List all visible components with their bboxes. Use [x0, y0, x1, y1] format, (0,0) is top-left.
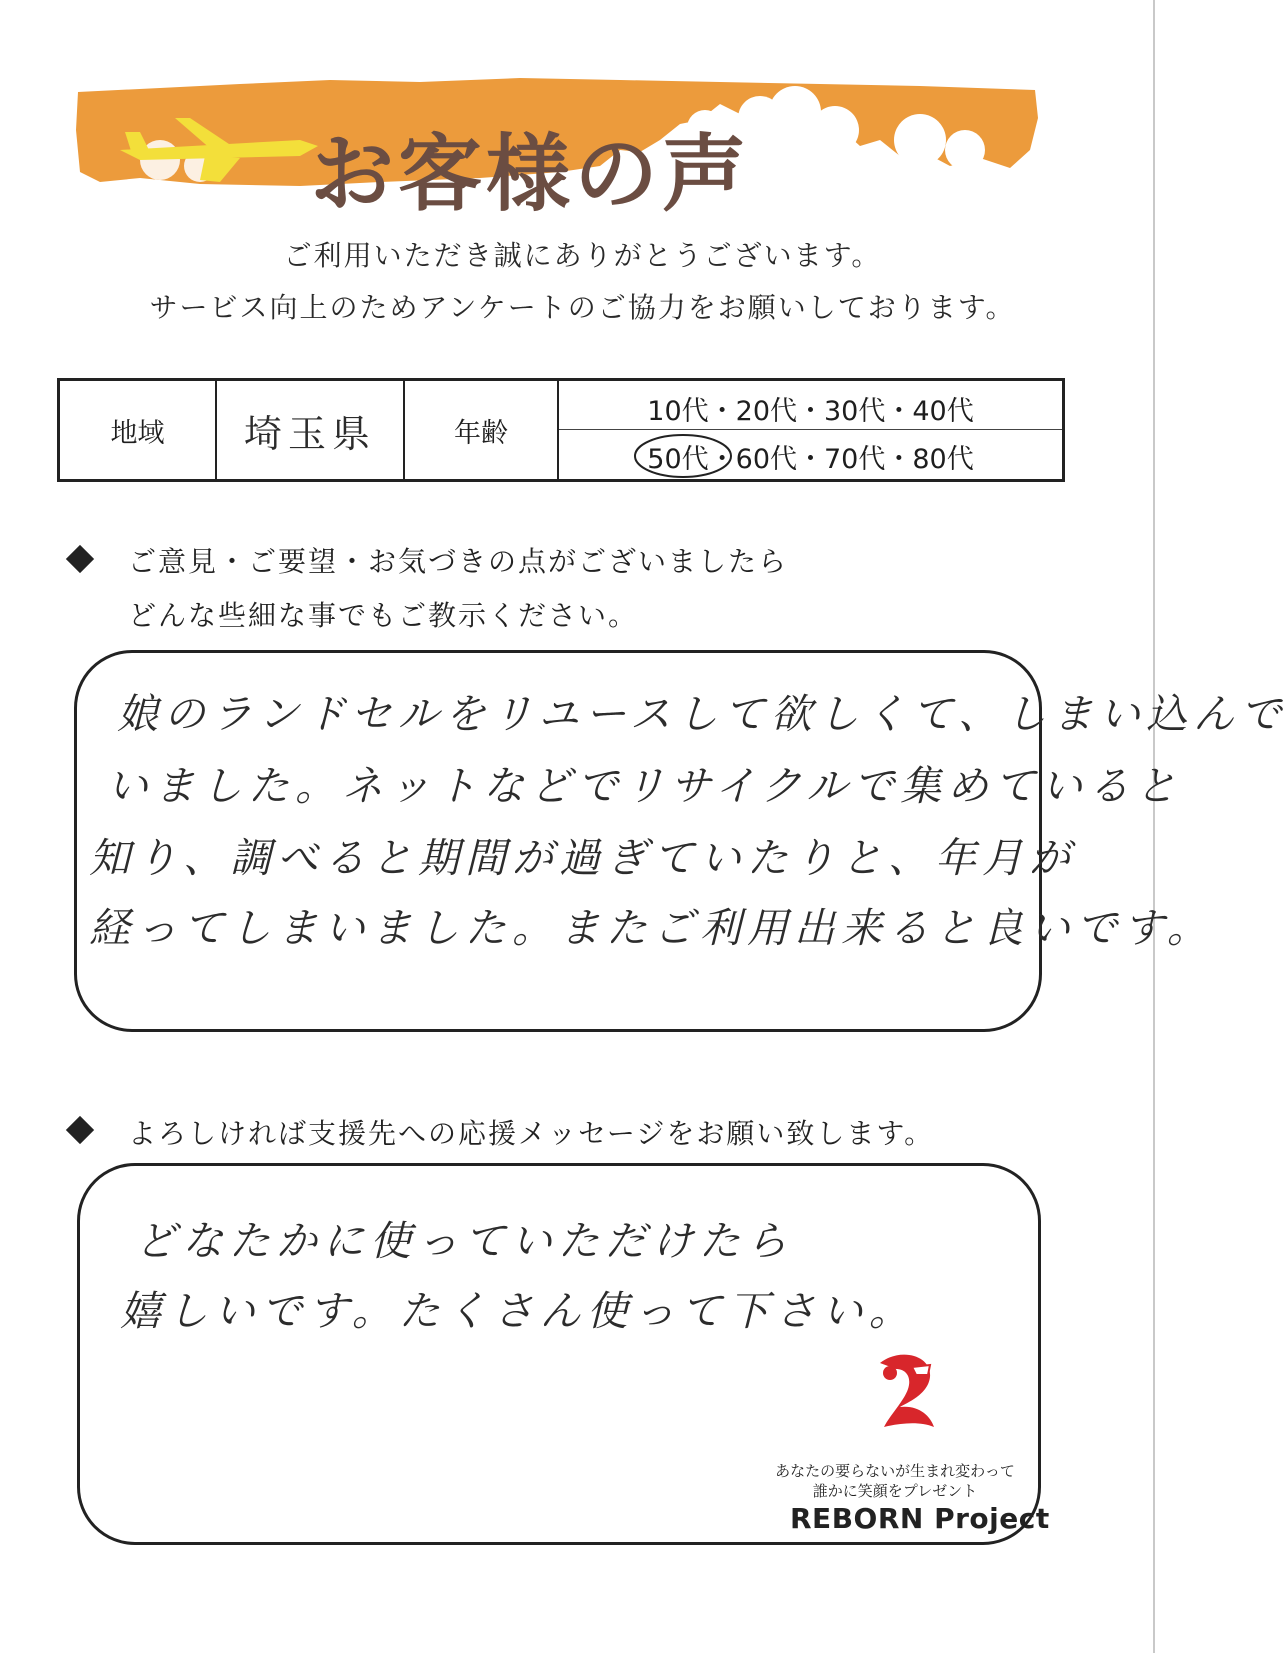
q1-prompt-line1: ご意見・ご要望・お気づきの点がございましたら	[128, 545, 789, 578]
region-label: 地域	[110, 417, 165, 449]
cloud-puff	[811, 106, 859, 154]
q1-answer-line: 経ってしまいました。またご利用出来ると良いです。	[89, 904, 1214, 952]
reborn-mascot-icon	[860, 1345, 950, 1445]
age-label: 年齢	[454, 417, 508, 449]
logo-tagline-2: 誰かに笑顔をプレゼント	[812, 1482, 978, 1500]
logo-brand-name: REBORN Project	[790, 1502, 1050, 1535]
page-title: お客様の声	[310, 125, 751, 223]
age-options-cell	[559, 381, 1062, 479]
region-value-cell	[217, 381, 405, 479]
age-selected-option	[647, 437, 708, 476]
bullet-diamond-icon	[66, 545, 94, 573]
q2-answer-line: どなたかに使っていただけたら	[135, 1217, 793, 1265]
q2-answer-line: 嬉しいです。たくさん使って下さい。	[120, 1287, 916, 1335]
bullet-diamond-icon	[66, 1116, 94, 1144]
region-value: 埼玉県	[243, 411, 376, 456]
q2-prompt: よろしければ支援先への応援メッセージをお願い致します。	[128, 1117, 935, 1150]
cloud-puff	[945, 130, 985, 170]
intro-request: サービス向上のためアンケートのご協力をお願いしております。	[149, 291, 1016, 324]
selection-circle-icon	[631, 431, 735, 481]
region-label-cell	[60, 381, 217, 479]
q1-answer-line: いました。ネットなどでリサイクルで集めていると	[107, 762, 1183, 810]
info-table	[57, 378, 1065, 482]
q1-answer-line: 娘のランドセルをリユースして欲しくて、しまい込んで	[117, 690, 1287, 738]
reborn-logo	[760, 1345, 1050, 1535]
q1-answer-box	[74, 650, 1287, 1032]
cloud-puff	[894, 114, 946, 166]
age-other-options: ・60代・70代・80代	[708, 444, 974, 475]
q1-prompt-line2: どんな些細な事でもご教示ください。	[128, 599, 639, 632]
age-options-row1: 10代・20代・30代・40代	[647, 396, 974, 427]
age-options-row2	[559, 437, 1062, 476]
header-banner	[0, 0, 1165, 230]
q1-answer-line: 知り、調べると期間が過ぎていたりと、年月が	[89, 834, 1076, 882]
age-label-cell	[405, 381, 559, 479]
logo-tagline-1: あなたの要らないが生まれ変わって	[775, 1462, 1015, 1480]
intro-thanks: ご利用いただき誠にありがとうございます。	[283, 239, 882, 272]
age-selected-label: 50代	[647, 444, 709, 475]
age-divider	[559, 429, 1062, 430]
